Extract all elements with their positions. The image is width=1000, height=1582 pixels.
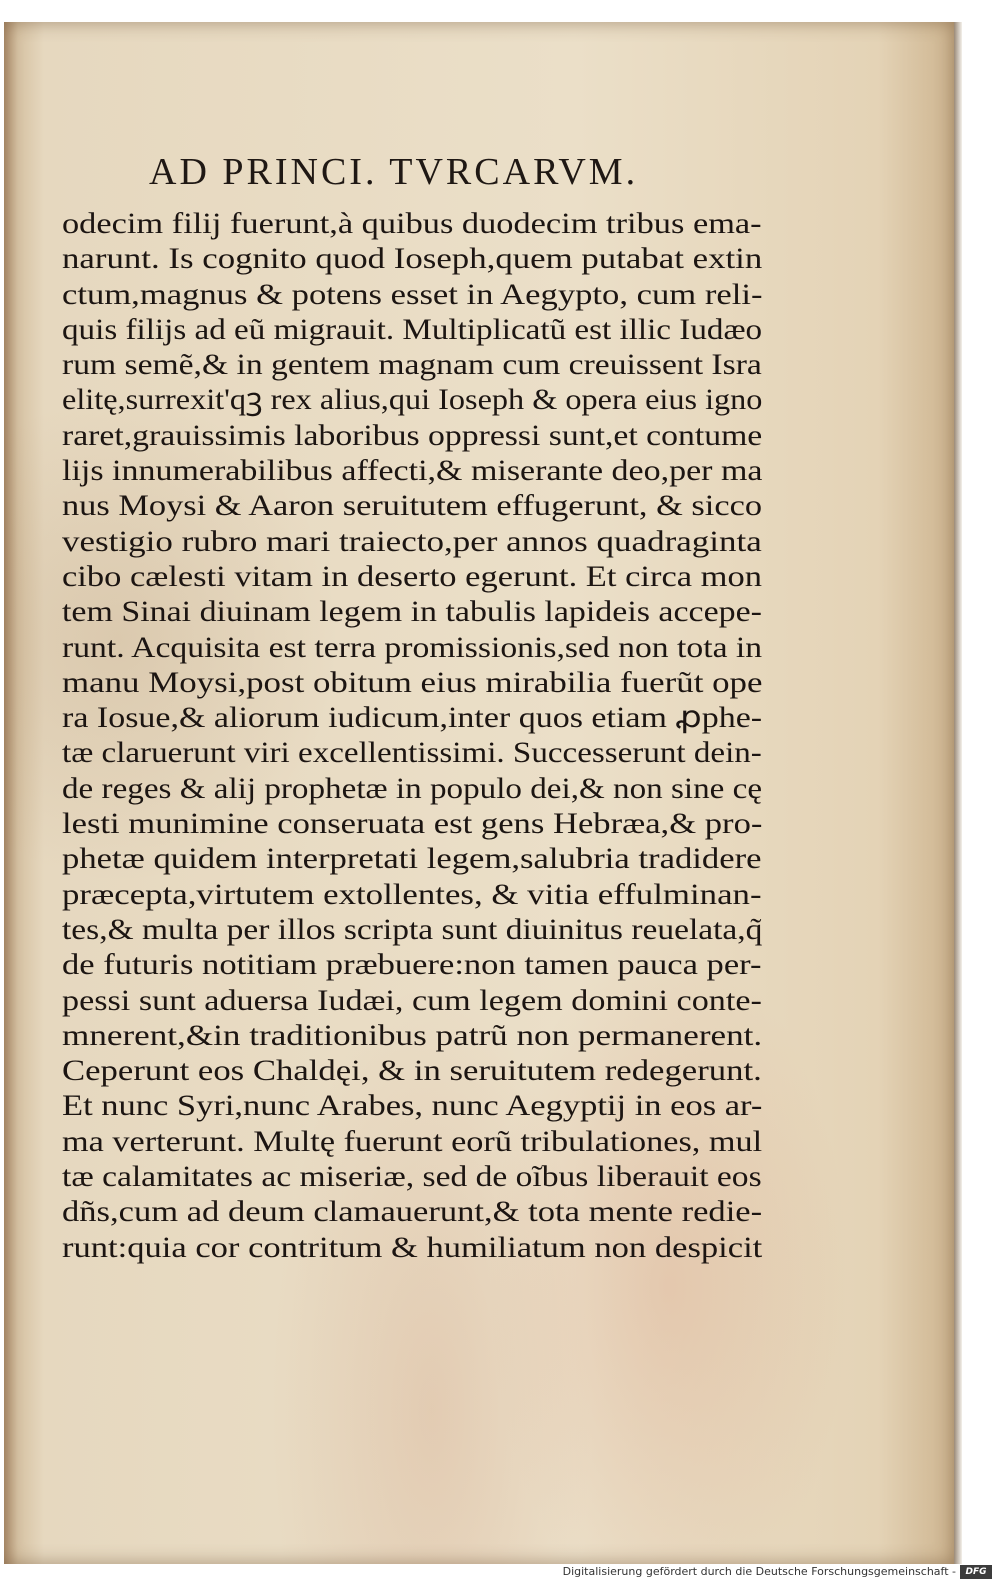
text-line: lesti munimine conseruata est gens Hebræa,& pro-	[62, 807, 763, 841]
text-line: tæ claruerunt viri excellentissimi. Successerunt dein-	[62, 736, 762, 770]
text-line: manu Moysi,post obitum eius mirabilia fuerũt ope	[62, 665, 763, 699]
text-line: tes,& multa per illos scripta sunt diuinitus reuelata,q̃	[62, 912, 763, 946]
text-line: runt:quia cor contritum & humiliatum non despicit	[62, 1230, 763, 1264]
text-line: ctum,magnus & potens esset in Aegypto, cum reli-	[62, 277, 763, 311]
text-line: præcepta,virtutem extollentes, & vitia effulminan-	[62, 877, 762, 911]
text-line: Et nunc Syri,nunc Arabes, nunc Aegyptij in eos ar-	[62, 1089, 763, 1123]
text-line: phetæ quidem interpretati legem,salubria tradidere	[62, 842, 762, 876]
text-line: nus Moysi & Aaron seruitutem effugerunt, & sicco	[62, 489, 763, 523]
text-line: odecim filij fuerunt,à quibus duodecim tribus ema-	[62, 207, 762, 240]
running-head: AD PRINCI. TVRCARVM.	[149, 151, 639, 193]
text-line: quis filijs ad eũ migrauit. Multiplicatũ est illic Iudæo	[62, 312, 763, 346]
text-line: vestigio rubro mari traiecto,per annos quadraginta	[62, 524, 762, 558]
text-line: raret,grauissimis laboribus oppressi sunt,et contume	[62, 418, 763, 452]
text-line: cibo cælesti vitam in deserto egerunt. Et circa mon	[62, 559, 762, 593]
body-text	[62, 206, 762, 1265]
text-line: pessi sunt aduersa Iudæi, cum legem domini conte-	[62, 983, 762, 1017]
dfg-logo: DFG	[960, 1565, 992, 1579]
text-line: narunt. Is cognito quod Ioseph,quem putabat extin	[62, 242, 763, 276]
book-page	[4, 22, 954, 1564]
text-line: Ceperunt eos Chaldęi, & in seruitutem redegerunt.	[62, 1054, 762, 1088]
text-line: dñs,cum ad deum clamauerunt,& tota mente redie-	[62, 1195, 763, 1229]
text-line: ra Iosue,& aliorum iudicum,inter quos etiam ꝓphe-	[62, 701, 763, 735]
page-edge	[954, 22, 962, 1564]
text-line: rum semẽ,& in gentem magnam cum creuissent Isra	[62, 348, 762, 382]
text-line: de futuris notitiam præbuere:non tamen pauca per-	[62, 948, 762, 982]
text-line: elitę,surrexit'qꝫ rex alius,qui Ioseph & opera eius igno	[62, 383, 763, 417]
text-line: de reges & alij prophetæ in populo dei,& non sine cę	[62, 771, 763, 805]
digitization-credit: Digitalisierung gefördert durch die Deutsche Forschungsgemeinschaft -	[562, 1565, 956, 1578]
text-line: mnerent,&in traditionibus patrũ non permanerent.	[62, 1018, 763, 1052]
text-line: tæ calamitates ac miseriæ, sed de oĩbus liberauit eos	[62, 1160, 762, 1194]
text-line: tem Sinai diuinam legem in tabulis lapideis accepe-	[62, 595, 762, 629]
text-line: lijs innumerabilibus affecti,& miserante deo,per ma	[62, 454, 763, 488]
text-line: ma verterunt. Multę fuerunt eorũ tribulationes, mul	[62, 1124, 763, 1158]
text-line: runt. Acquisita est terra promissionis,sed non tota in	[62, 630, 763, 664]
